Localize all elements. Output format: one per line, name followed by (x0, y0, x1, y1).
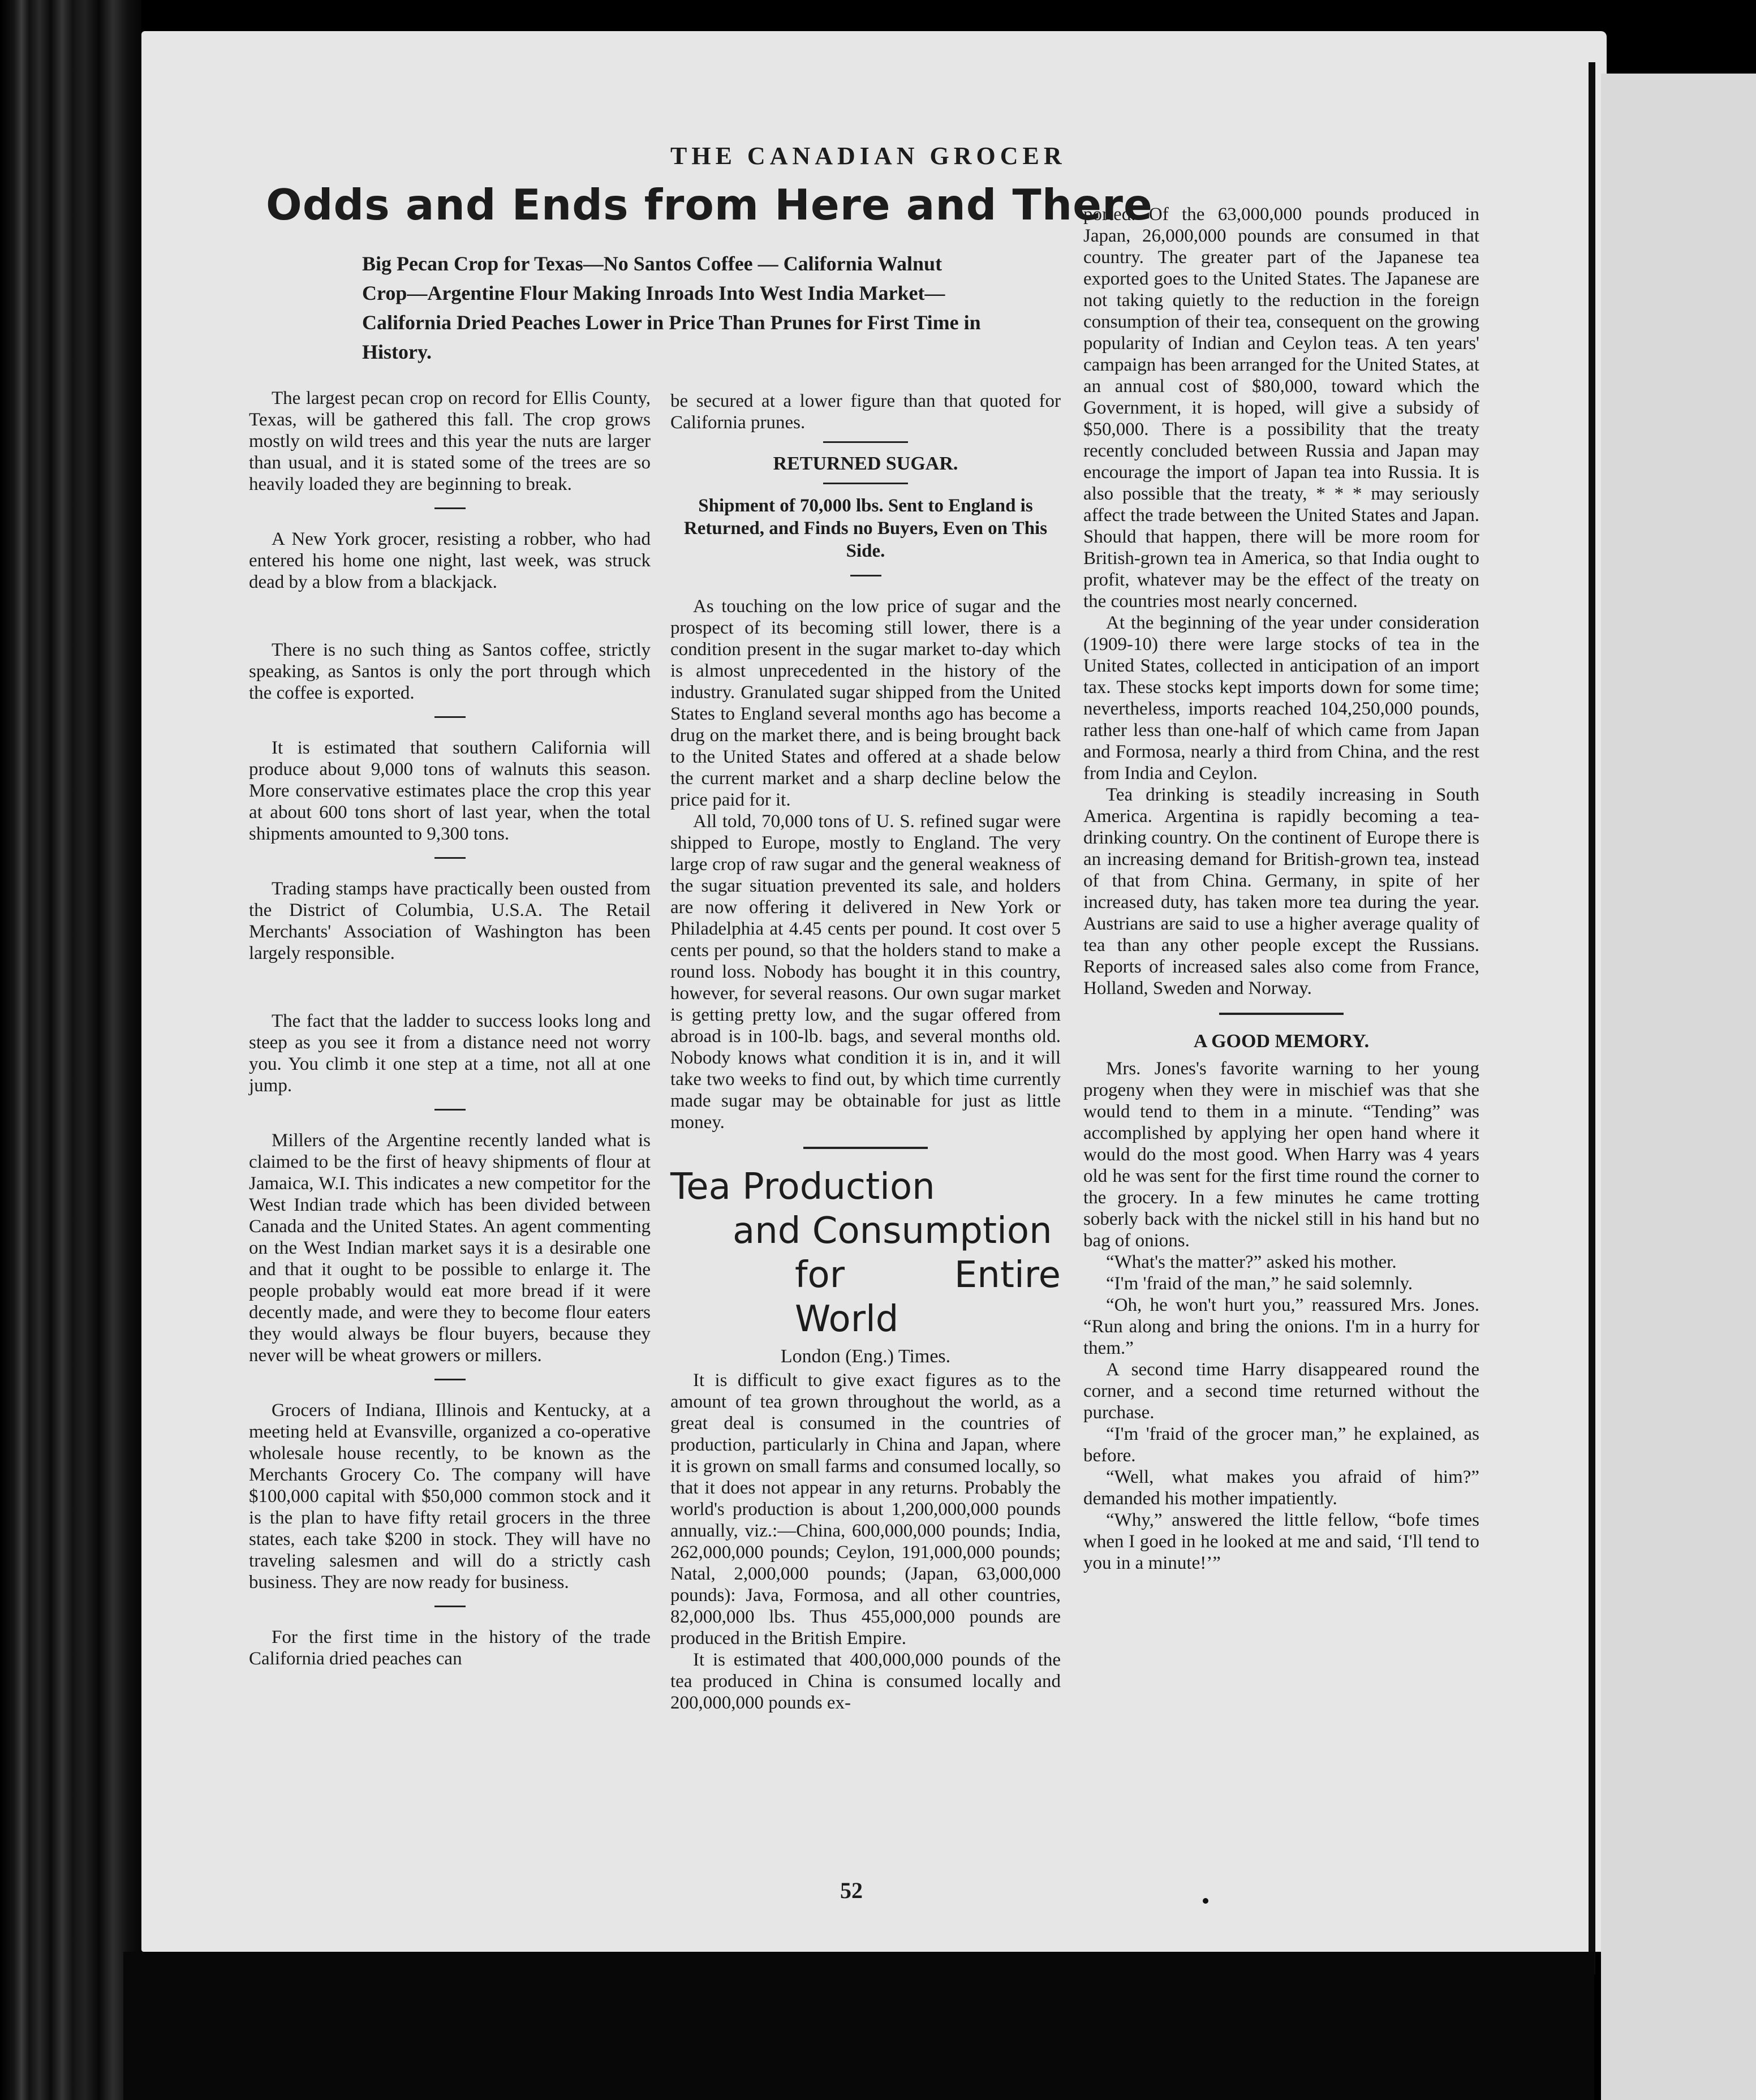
paragraph: For the first time in the history of the trade California dried peaches can (249, 1627, 651, 1669)
separator (1219, 1013, 1344, 1015)
paragraph: There is no such thing as Santos coffee, strictly speaking, as Santos is only the port through which the coffee is exported. (249, 640, 651, 703)
title-line: for Entire World (795, 1254, 1061, 1340)
separator (434, 716, 466, 718)
section-heading: RETURNED SUGAR. (773, 453, 958, 474)
paragraph: be secured at a lower figure than that quoted for California prunes. (670, 391, 1061, 433)
separator (434, 1379, 466, 1380)
running-header: THE CANADIAN GROCER (670, 142, 1066, 170)
paragraph: It is estimated that 400,000,000 pounds of the tea produced in China is consumed locally and 200,000,000 pounds ex- (670, 1650, 1061, 1713)
title-line: and Consumption (733, 1210, 1052, 1252)
paragraph: Mrs. Jones's favorite warning to her young progeny when they were in mischief was that she would tend to them in a minute. “Tending” was accomplished by applying her open hand where it would do the most good. When Harry was 4 years old he was sent for the first time round the corner to the grocery. In a few minutes he came trotting soberly back with the nickel still in his hand but no bag of onions. (1083, 1058, 1479, 1251)
paragraph: “What's the matter?” asked his mother. (1106, 1252, 1397, 1272)
paragraph: “Well, what makes you afraid of him?” demanded his mother impatiently. (1083, 1467, 1479, 1509)
article-title: Odds and Ends from Here and There (266, 180, 1153, 230)
title-line: Tea Production (670, 1166, 935, 1208)
separator (434, 857, 466, 859)
facing-page-edge (1601, 74, 1756, 2100)
separator (434, 1109, 466, 1111)
paragraph: The fact that the ladder to success looks long and steep as you see it from a distance need not worry you. You climb it one step at a time, not all at one jump. (249, 1011, 651, 1096)
paragraph: ported. Of the 63,000,000 pounds produced in Japan, 26,000,000 pounds are consumed in that country. The greater part of the Japanese tea exported goes to the United States. The Japanese are not taking quietly to the reduction in the foreign consumption of their tea, consequent on the growing popularity of Indian and Ceylon teas. A ten years' campaign has been arranged for the United States, at an annual cost of $80,000, toward which the Government, it is hoped, will give a subsidy of $50,000. There is a possibility that the treaty recently concluded between Russia and Japan may encourage the import of Japan tea into Russia. It is also possible that the treaty, * * * may seriously affect the trade between the United States and Japan. Should that happen, there will be more room for British-grown tea in America, so that India ought to profit, whatever may be the effect of the treaty on the countries most nearly concerned. (1083, 204, 1479, 612)
paragraph: Millers of the Argentine recently landed what is claimed to be the first of heavy shipments of flour at Jamaica, W.I. This indicates a new competitor for the West Indian trade which has been divided between Canada and the United States. An agent commenting on the West Indian market says it is a desirable one and that it ought to be possible to enlarge it. The people probably would eat more bread if it were decently made, and were they to become flour eaters they would always be flour buyers, because they never will be wheat growers or millers. (249, 1130, 651, 1366)
separator (803, 1147, 928, 1149)
paragraph: The largest pecan crop on record for Ellis County, Texas, will be gathered this fall. The crop grows mostly on wild trees and this year the nuts are larger than usual, and it is stated some of the trees are so heavily loaded they are beginning to break. (249, 388, 651, 494)
separator (850, 575, 881, 576)
byline: London (Eng.) Times. (780, 1346, 951, 1367)
paragraph: Tea drinking is steadily increasing in South America. Argentina is rapidly becoming a tea-drinking country. On the continent of Europe there is an increasing demand for British-grown tea, instead of that from China. Germany, in spite of her increased duty, has taken more tea during the year. Austrians are said to use a higher average quality of tea than any other people except the Russians. Reports of increased sales also come from France, Holland, Sweden and Norway. (1083, 785, 1479, 999)
paragraph: A New York grocer, resisting a robber, who had entered his home one night, last week, was struck dead by a blow from a blackjack. (249, 529, 651, 592)
paragraph: “I'm 'fraid of the man,” he said solemnly. (1106, 1273, 1413, 1294)
section-heading: A GOOD MEMORY. (1193, 1031, 1370, 1052)
page-number: 52 (840, 1878, 863, 1903)
separator (823, 483, 908, 484)
paragraph: All told, 70,000 tons of U. S. refined sugar were shipped to Europe, mostly to England. The very large crop of raw sugar and the general weakness of the sugar situation prevented its sale, and holders are now offering it delivered in New York or Philadelphia at 4.45 cents per pound. It cost over 5 cents per pound, so that the holders stand to make a round loss. Nobody has bought it in this country, however, for several reasons. Our own sugar market is getting pretty low, and the sugar offered from abroad is in 100-lb. bags, and several months old. Nobody knows what condition it is in, and it will take two weeks to find out, by which time currently made sugar may be obtainable for just as little money. (670, 811, 1061, 1133)
section-deck: Shipment of 70,000 lbs. Sent to England is Returned, and Finds no Buyers, Even on This Side. (683, 496, 1048, 561)
paragraph: “Oh, he won't hurt you,” reassured Mrs. Jones. “Run along and bring the onions. I'm in a hurry for them.” (1083, 1295, 1479, 1358)
ink-spot (1203, 1898, 1208, 1904)
column-1 (249, 388, 651, 1669)
paragraph: It is estimated that southern California will produce about 9,000 tons of walnuts this season. More conservative estimates place the crop this year at about 600 tons short of last year, when the total shipments amounted to 9,300 tons. (249, 738, 651, 844)
paragraph: “I'm 'fraid of the grocer man,” he explained, as before. (1083, 1424, 1479, 1466)
paragraph: It is difficult to give exact figures as to the amount of tea grown throughout the world, as a great deal is consumed in the countries of production, particularly in China and Japan, where it is grown on small farms and consumed locally, so that it does not appear in any returns. Probably the world's production is about 1,200,000,000 pounds annually, viz.:—China, 600,000,000 pounds; India, 262,000,000 pounds; Ceylon, 191,000,000 pounds; Natal, 2,000,000 pounds; (Japan, 63,000,000 pounds): Java, Formosa, and all other countries, 82,000,000 lbs. Thus 455,000,000 pounds are produced in the British Empire. (670, 1370, 1061, 1649)
paragraph: As touching on the low price of sugar and the prospect of its becoming still lower, there is a condition present in the sugar market to-day which is almost unprecedented in the history of the industry. Granulated sugar shipped from the United States to England several months ago has become a drug on the market there, and is being brought back to the United States and offered at a shade below the current market and a sharp decline below the price paid for it. (670, 596, 1061, 810)
column-3 (1083, 204, 1479, 1574)
article-subtitle: Big Pecan Crop for Texas—No Santos Coffee — California Walnut Crop—Argentine Flour Making Inroads Into West India Market—California Dried Peaches Lower in Price Than Prunes for First Time in History. (362, 252, 981, 363)
separator (823, 441, 908, 443)
column-2 (670, 390, 1061, 1714)
paragraph: “Why,” answered the little fellow, “bofe times when I goed in he looked at me and said, ‘I'll tend to you in a minute!’” (1083, 1510, 1479, 1573)
paragraph: Grocers of Indiana, Illinois and Kentucky, at a meeting held at Evansville, organized a co-operative wholesale house recently, to be known as the Merchants Grocery Co. The company will have $100,000 capital with $50,000 common stock and it is the plan to have fifty retail grocers in the three states, each take $200 in stock. They will have no traveling salesmen and will do a strictly cash business. They are now ready for business. (249, 1400, 651, 1593)
paragraph: Trading stamps have practically been ousted from the District of Columbia, U.S.A. The Retail Merchants' Association of Washington has been largely responsible. (249, 879, 651, 963)
separator (434, 1606, 466, 1607)
scan-background (123, 1952, 1594, 2100)
tea-article-title (670, 1165, 1061, 1341)
book-binding (0, 0, 141, 2100)
paragraph: At the beginning of the year under consideration (1909-10) there were large stocks of tea in the United States, collected in anticipation of an import tax. These stocks kept imports down for some time; nevertheless, imports reached 104,250,000 pounds, rather less than one-half of which came from Japan and Formosa, nearly a third from China, and the rest from India and Ceylon. (1083, 613, 1479, 784)
page-gutter (1589, 62, 1595, 1974)
separator (434, 507, 466, 509)
paragraph: A second time Harry disappeared round the corner, and a second time returned without the purchase. (1083, 1359, 1479, 1423)
